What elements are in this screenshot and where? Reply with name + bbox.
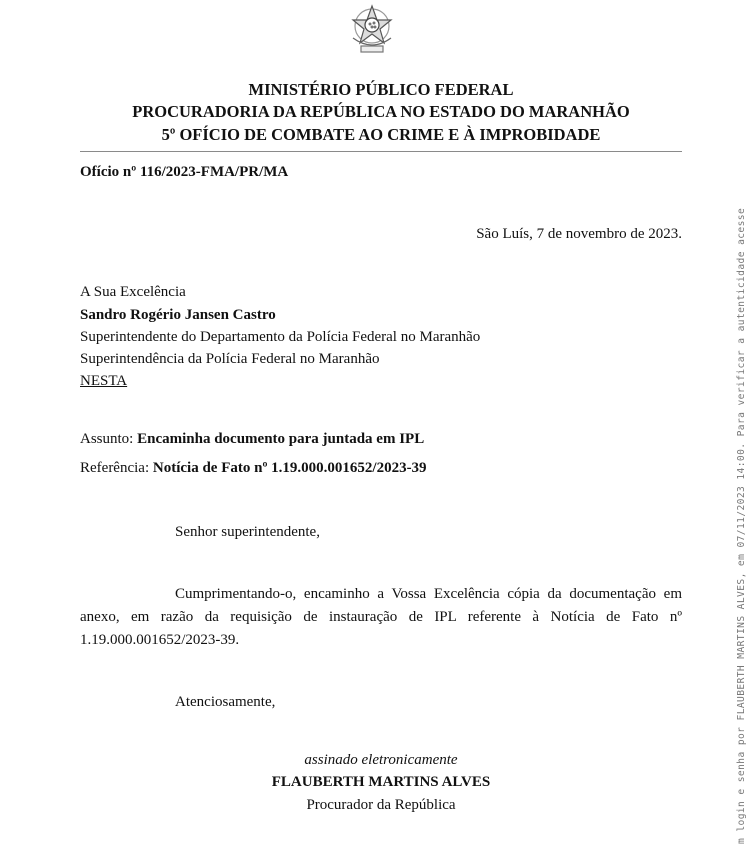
signer-role: Procurador da República xyxy=(306,797,456,813)
coat-of-arms-emblem xyxy=(347,0,397,60)
recipient-salutation: A Sua Excelência xyxy=(80,284,186,300)
greeting: Senhor superintendente, xyxy=(175,524,320,540)
recipient-title: Superintendente do Departamento da Polícia Federal no Maranhão xyxy=(80,329,481,345)
reference-label: Referência: xyxy=(80,460,150,476)
closing: Atenciosamente, xyxy=(175,694,276,710)
header-divider xyxy=(80,151,682,152)
recipient-location: NESTA xyxy=(80,373,128,389)
subject-line xyxy=(80,431,424,448)
place-date: São Luís, 7 de novembro de 2023. xyxy=(476,226,682,242)
recipient-org: Superintendência da Polícia Federal no Maranhão xyxy=(80,351,380,367)
authenticity-side-stamp: m login e senha por FLAUBERTH MARTINS ALVES, em 07/11/2023 14:00. Para verificar a autenticidade acesse xyxy=(736,207,747,844)
document-number: Ofício nº 116/2023-FMA/PR/MA xyxy=(80,164,289,180)
reference-line xyxy=(80,460,427,477)
signature-note: assinado eletronicamente xyxy=(304,752,458,768)
recipient-name: Sandro Rogério Jansen Castro xyxy=(80,307,276,323)
subject-text: Encaminha documento para juntada em IPL xyxy=(137,431,425,447)
signer-name: FLAUBERTH MARTINS ALVES xyxy=(271,774,491,790)
header-line-ministry: MINISTÉRIO PÚBLICO FEDERAL xyxy=(248,80,514,99)
subject-label: Assunto: xyxy=(80,431,134,447)
header-line-office: 5º OFÍCIO DE COMBATE AO CRIME E À IMPROBIDADE xyxy=(161,125,601,144)
body-paragraph: Cumprimentando-o, encaminho a Vossa Excelência cópia da documentação em anexo, em razão da requisição de instauração de IPL referente à Notícia de Fato nº 1.19.000.001652/2023-39. xyxy=(80,586,682,648)
reference-text: Notícia de Fato nº 1.19.000.001652/2023-39 xyxy=(152,460,427,476)
header-line-procuradoria: PROCURADORIA DA REPÚBLICA NO ESTADO DO MARANHÃO xyxy=(132,102,630,121)
